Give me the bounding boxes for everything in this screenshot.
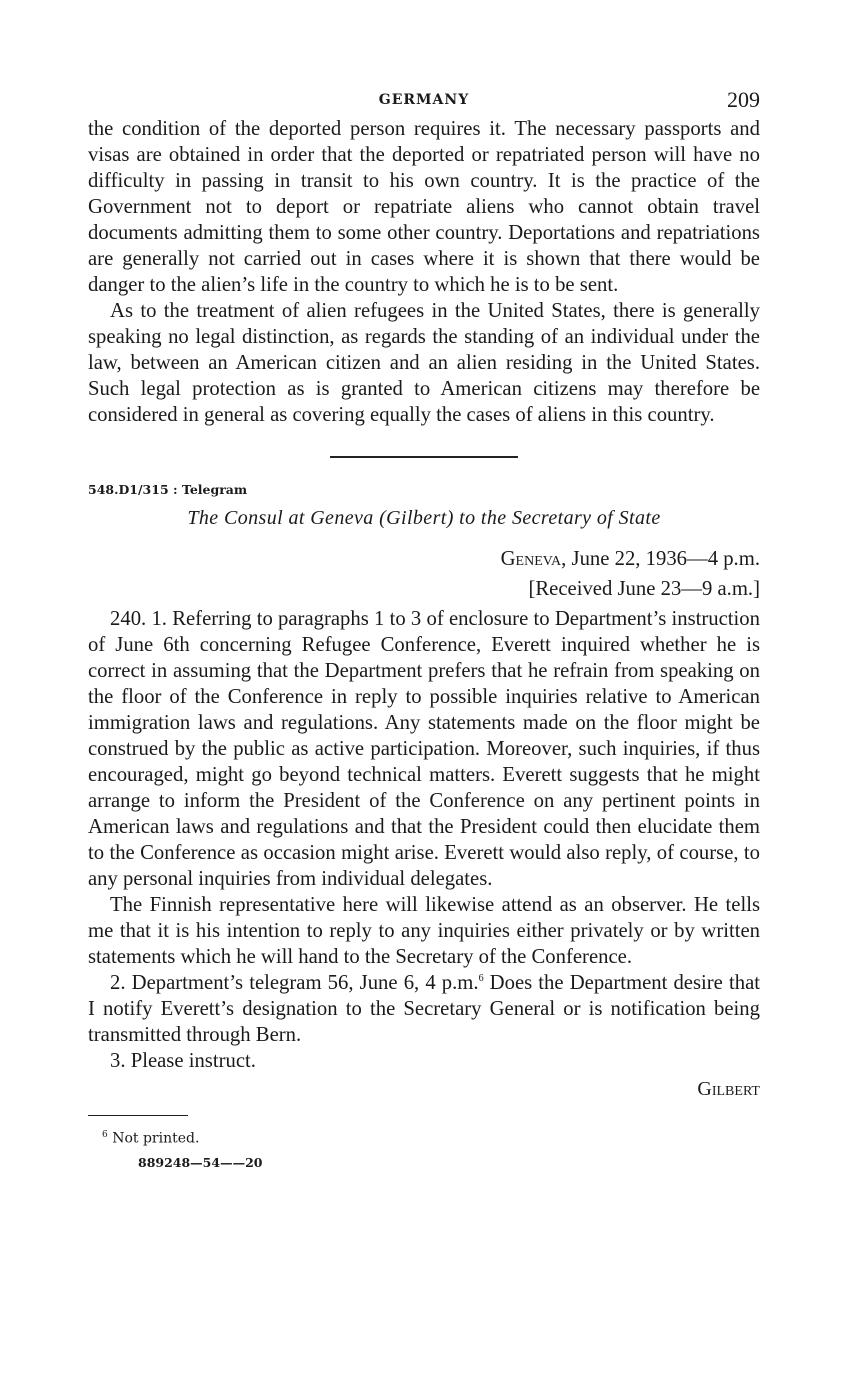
print-code: 889248—54——20 <box>138 1154 263 1170</box>
alien-refugees-paragraph: As to the treatment of alien refugees in the United States, there is generally speaking no legal distinction, as regards the standing of an individual under the law, between an American citizen and an alien residing in the United States. Such legal protection as is granted to American citizens may therefore be considered in general as covering equally the cases of aliens in this country. <box>88 300 760 426</box>
document-page <box>88 84 760 1170</box>
footnote-divider <box>88 1115 188 1116</box>
telegram-paragraph-1: 240. 1. Referring to paragraphs 1 to 3 of enclosure to Department’s instruction of June 6th concerning Refugee Conference, Everett inquired whether he is correct in assuming that the Department prefers that he refrain from speaking on the floor of the Conference in reply to possible inquiries relative to American immigration laws and regulations. Any statements made on the floor might be construed by the public as active participation. Moreover, such inquiries, if thus encouraged, might go beyond technical matters. Everett suggests that he might arrange to inform the President of the Conference on any pertinent points in American laws and regulations and that the President could then elucidate them to the Conference as occasion might arise. Everett would also reply, of course, to any personal inquiries from individual delegates. <box>88 608 760 890</box>
received-line: [Received June 23—9 a.m.] <box>528 578 760 600</box>
continued-paragraph: the condition of the deported person requires it. The necessary passports and visas are obtained in order that the deported or repatriated person will have no difficulty in passing in transit to his own country. It is the practice of the Government not to deport or repatriate aliens who cannot obtain travel documents admitting them to some other country. Deportations and repatriations are generally not carried out in cases where it is shown that there would be danger to the alien’s life in the country to which he is to be sent. <box>88 118 760 296</box>
dateline-place: Geneva <box>500 548 562 570</box>
telegram-paragraph-4: 3. Please instruct. <box>110 1050 256 1072</box>
footnote <box>102 1130 760 1147</box>
signature: Gilbert <box>697 1078 760 1100</box>
dateline <box>88 546 760 572</box>
telegram-paragraph-3-start: 2. Department’s telegram 56, June 6, 4 p.m. <box>110 972 479 994</box>
telegram-paragraph-2: The Finnish representative here will likewise attend as an observer. He tells me that it is his intention to reply to any inquiries either privately or by written statements which he will hand to the Secretary of the Conference. <box>88 894 760 968</box>
dateline-date: , June 22, 1936—4 p.m. <box>561 548 760 570</box>
section-divider <box>330 456 518 458</box>
footnote-text: Not printed. <box>112 1130 200 1147</box>
file-reference: 548.D1/315 : Telegram <box>88 482 248 497</box>
footnote-reference: 6 <box>478 973 484 985</box>
page-number: 209 <box>727 87 760 112</box>
document-heading: The Consul at Geneva (Gilbert) to the Secretary of State <box>187 507 661 529</box>
running-head <box>88 84 760 116</box>
running-title: GERMANY <box>378 92 470 108</box>
footnote-marker: 6 <box>102 1130 108 1140</box>
telegram-paragraph-3-end: Does the Department desire that I notify Everett’s designation to the Secretary General or is notification being transmitted through Bern. <box>88 972 760 1046</box>
telegram-paragraph-3 <box>88 970 760 1048</box>
